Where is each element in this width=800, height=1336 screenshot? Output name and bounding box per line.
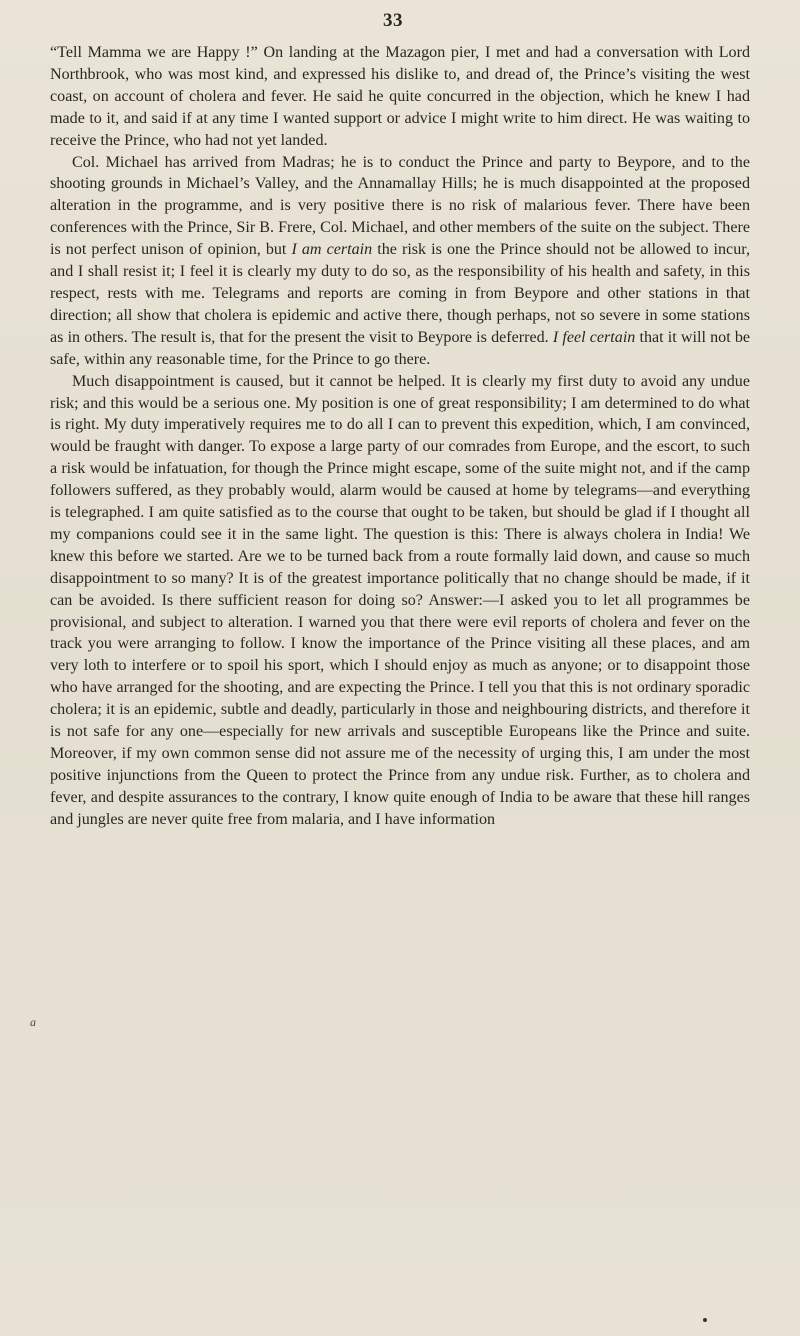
paragraph-col-michael: [50, 152, 750, 371]
body-text: [50, 42, 750, 831]
italic-emphasis: I feel certain: [552, 328, 636, 346]
paragraph-disappointment: [50, 371, 750, 831]
text-segment: “Tell Mamma we are Happy !” On landing at the Mazagon pier, I met and had a conversation with Lord Northbrook, who was most kind, and expressed his dislike to, and dread of, the Prince’s visiting the west coast, on account of cholera and fever. He said he quite concurred in the objection, which he knew I had made to it, and said if at any time I wanted support or advice I might write to him direct. He was waiting to receive the Prince, who had not yet landed.: [50, 44, 750, 149]
text-segment: that it will not be safe, within any reasonable time, for the Prince to go there.: [50, 328, 751, 368]
text-segment: the risk is one the Prince should not be allowed to incur, and I shall resist it; I feel it is clearly my duty to do so, as the responsibility of his health and safety, in this respect, rests with me. Telegrams and reports are coming in from Beypore and other stations in that direction; all show that cholera is epidemic and active there, though perhaps, not so severe in some stations as in others. The result is, that for the present the visit to Beypore is deferred.: [50, 241, 750, 346]
text-segment: Col. Michael has arrived from Madras; he is to conduct the Prince and party to Beypore, and to the shooting grounds in Michael’s Valley, and the Annamallay Hills; he is much disappointed at the proposed alteration in the programme, and is very positive there is no risk of malarious fever. There have been conferences with the Prince, Sir B. Frere, Col. Michael, and other members of the suite on the subject. There is not perfect unison of opinion, but: [50, 153, 750, 259]
page-number: 33: [383, 10, 403, 31]
paragraph-landing: [50, 42, 750, 152]
text-segment: Much disappointment is caused, but it cannot be helped. It is clearly my first duty to avoid any undue risk; and this would be a serious one. My position is one of great responsibility; I am determined to do what is right. My duty imperatively requires me to do all I can to prevent this expedition, which, I am convinced, would be fraught with danger. To expose a large party of our comrades from Europe, and the escort, to such a risk would be infatuation, for though the Prince might escape, some of the suite might not, and if the camp followers suffered, as they probably would, alarm would be caused at home by telegrams—and everything is telegraphed. I am quite satisfied as to the course that ought to be taken, but should be glad if I thought all my companions could see it in the same light. The question is this: There is always cholera in India! We knew this before we started. Are we to be turned back from a route formally laid down, and cause so much disappointment to so many? It is of the greatest importance politically that no change should be made, if it can be avoided. Is there sufficient reason for doing so? Answer:—I asked you to let all programmes be provisional, and subject to alteration. I warned you that there were evil reports of cholera and fever on the track you were arranging to follow. I know the importance of the Prince visiting all these places, and am very loth to interfere or to spoil his sport, which I should enjoy as much as anyone; or to disappoint those who have arranged for the shooting, and are expecting the Prince. I tell you that this is not ordinary sporadic cholera; it is an epidemic, subtle and deadly, particularly in those and neighbouring districts, and therefore it is not safe for any one—especially for new arrivals and susceptible Europeans like the Prince and suite. Moreover, if my own common sense did not assure me of the necessity of urging this, I am under the most positive injunctions from the Queen to protect the Prince from any undue risk. Further, as to cholera and fever, and despite assurances to the contrary, I know quite enough of India to be aware that these hill ranges and jungles are never quite free from malaria, and I have information: [50, 372, 750, 828]
ink-speck: [703, 1318, 707, 1322]
margin-annotation: a: [30, 1015, 36, 1029]
italic-emphasis: I am certain: [291, 241, 373, 259]
